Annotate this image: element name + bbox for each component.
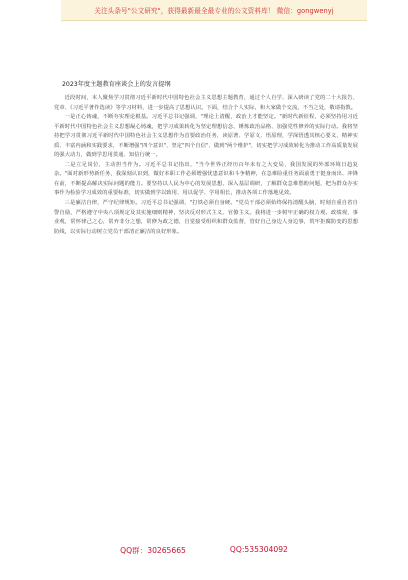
paragraph-point-3: 三是廉洁自律，严守纪律规矩。习近平总书记强调，"打铁必须自身硬。"党员干部必须始终保持清醒头脑，时刻自重自省自警自励，严格遵守中央八项规定及其实施细则精神，坚决反对形式主义、官僚主义。我将进一步树牢正确的权力观、政绩观、事业观，常怀律己之心，常弃非分之想，常修为政之德，自觉接受组织和群众监督，管好自己身边人身边事，筑牢拒腐防变的思想防线，以实际行动树立党员干部清正廉洁的良好形象。 [54,200,358,235]
contact-footer [0,545,408,559]
paragraph-point-1: 一是正心铸魂，不断夯实理论根基。习近平总书记强调，"理论上清醒，政治上才能坚定。"新时代新征程，必须坚持用习近平新时代中国特色社会主义思想凝心铸魂，把学习成果转化为坚定理想信念、锤炼政治品格、加强党性修养的实际行动。我将坚持把学习贯彻习近平新时代中国特色社会主义思想作为首要政治任务，读原著、学原文、悟原理，学深悟透其核心要义、精神实质、丰富内涵和实践要求，不断增强"四个意识"、坚定"四个自信"、做到"两个维护"，切实把学习成效转化为推动工作高质量发展的强大动力，做到学思用贯通、知信行统一。 [54,114,358,159]
qq-contact-label: QQ:535304092 [229,545,288,554]
qq-group-label: QQ群：30265665 [120,546,186,555]
promo-banner [61,0,367,21]
paragraph-intro: 近段时间，本人聚焦学习贯彻习近平新时代中国特色社会主义思想主题教育，通过个人自学、深入研读了党的二十大报告、党章、《习近平著作选读》等学习材料，进一步提高了思想认识。下面，结合个人实际，和大家做个交流，不当之处，敬请指教。 [54,95,358,111]
promo-banner-text: 关注头条号"公文研究"，获得最新最全最专业的公文资料库！ 微信：gongwenyj [94,7,334,15]
document-title: 2023年度主题教育座谈会上的发言提纲 [62,81,171,88]
paragraph-point-2: 二是立足岗位，主动担当作为。习近平总书记指出，"当今世界正经历百年未有之大变局，我国发展的外部环境日趋复杂。"面对新形势新任务，我深刻认识到，做好本职工作必须增强忧患意识和斗争精神，在急难险重任务面前勇于挺身而出、冲锋在前，不断提高解决实际问题的能力。要坚持以人民为中心的发展思想，深入基层调研，了解群众急难愁盼问题，把为群众办实事作为检验学习成效的重要标准，切实做到学以致用、用以促学、学用相长，推动各项工作落地见效。 [54,161,358,197]
document-body [54,80,358,536]
